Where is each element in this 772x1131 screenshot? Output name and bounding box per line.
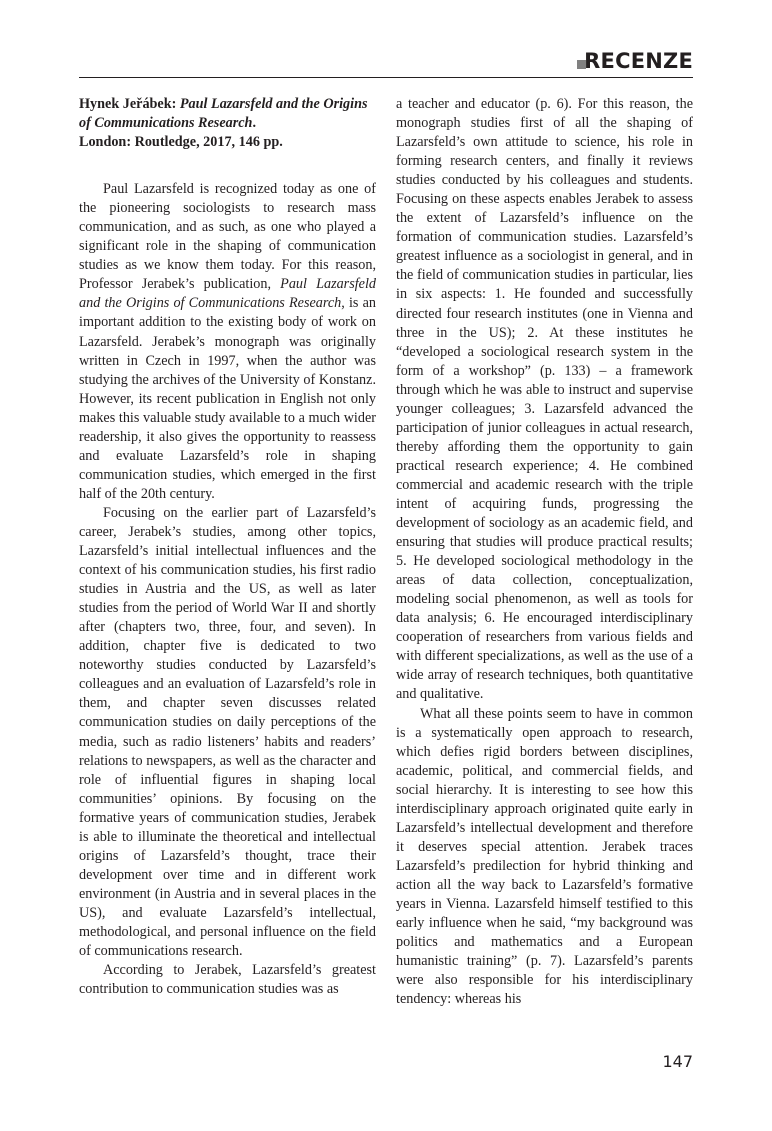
- paragraph: According to Jerabek, Lazarsfeld’s greatest contribution to communication studies was as: [79, 962, 376, 998]
- text-span: , is an important addition to the existing body of work on Lazarsfeld. Jerabek’s monograph was originally written in Czech in 1997, when the author was studying the archives of the University of Konstanz. However, its recent publication in English not only makes this valuable study available to a much wider readership, it also gives the opportunity to reassess and evaluate Lazarsfeld’s role in shaping communication studies, which emerged in the first half of the 20th century.: [79, 295, 376, 502]
- paragraph: What all these points seem to have in common is a systematically open approach to research, which defies rigid borders between disciplines, academic, political, and commercial fields, and social hierarchy. It is interesting to see how this interdisciplinary approach originated quite early in Lazarsfeld’s intellectual development and therefore it deserves special attention. Jerabek traces Lazarsfeld’s predilection for hybrid thinking and action all the way back to Lazarsfeld’s formative years in Vienna. Lazarsfeld himself testified to this early influence when he said, “my background was politics and mathematics and a European humanistic training” (p. 7). Lazarsfeld’s parents were also responsible for his interdisciplinary tendency: whereas his: [396, 705, 693, 1008]
- paragraph: Focusing on the earlier part of Lazarsfeld’s career, Jerabek’s studies, among other topics, Lazarsfeld’s initial intellectual influences and the context of his communication studies, his first radio studies in Austria and the US, as well as later studies from the period of World War II and shortly after (chapters two, three, four, and seven). In addition, chapter five is dedicated to two noteworthy studies conducted by Lazarsfeld’s colleagues and an evaluation of Lazarsfeld’s role in them, and chapter seven discusses related communication studies on daily perceptions of the media, such as radio listeners’ habits and readers’ relations to newspapers, as well as the character and role of influential figures in shaping local communities’ opinions. By focusing on the formative years of communication studies, Jerabek is able to illuminate the theoretical and intellectual origins of Lazarsfeld’s thought, trace their development over time and in different work environment (in Austria and in several places in the US), and evaluate Lazarsfeld’s intellectual, methodological, and personal influence on the field of communications research.: [79, 504, 376, 960]
- text-span: Paul Lazarsfeld is recognized today as one of the pioneering sociologists to research mass communication, and as such, as one who played a significant role in the shaping of communication studies as we know them today. For this reason, Professor Jerabek’s publication,: [79, 181, 376, 293]
- review-title-end: .: [252, 115, 256, 132]
- book-title-inline: Paul Lazarsfeld and the Origins of Communications Research: [79, 276, 376, 312]
- header-rule: [79, 77, 693, 78]
- right-column: [396, 95, 693, 1009]
- left-column: [79, 95, 376, 999]
- review-reference: [79, 95, 376, 152]
- review-author: Hynek Jeřábek:: [79, 96, 180, 112]
- review-publisher: London: Routledge, 2017, 146 pp.: [79, 134, 283, 151]
- section-title: RECENZE: [584, 49, 693, 73]
- page-number: 147: [662, 1052, 693, 1071]
- review-book-title: Paul Lazarsfeld and the Origins of Communications Research: [79, 96, 368, 132]
- running-header: [79, 50, 693, 78]
- paragraph: [79, 180, 376, 504]
- paragraph: a teacher and educator (p. 6). For this reason, the monograph studies first of all the shaping of Lazarsfeld’s own attitude to science, his role in forming research centers, and finally it reviews studies conducted by his colleagues and students. Focusing on these aspects enables Jerabek to assess the extent of Lazarsfeld’s influence on the formation of communication studies. Lazarsfeld’s greatest influence as a sociologist in general, and in the field of communication studies in particular, lies in six aspects: 1. He founded and successfully directed four research institutes (one in Vienna and three in the US); 2. At these institutes he “developed a sociological research system in the form of a workshop” (p. 133) – a framework through which he was able to instruct and supervise younger colleagues; 3. Lazarsfeld advanced the participation of junior colleagues in actual research, thereby affording them the opportunity to gain practical research experience; 4. He combined commercial and academic research with the triple intent of acquiring funds, progressing the development of sociology as an academic field, and ensuring that studies will produce practical results; 5. He developed sociological methodology in the areas of data collection, conceptualization, modeling social phenomenon, as well as tools for data analysis; 6. He encouraged interdisciplinary cooperation of researchers from various fields and with different specializations, as well as the use of a wide array of research techniques, both quantitative and qualitative.: [396, 96, 693, 703]
